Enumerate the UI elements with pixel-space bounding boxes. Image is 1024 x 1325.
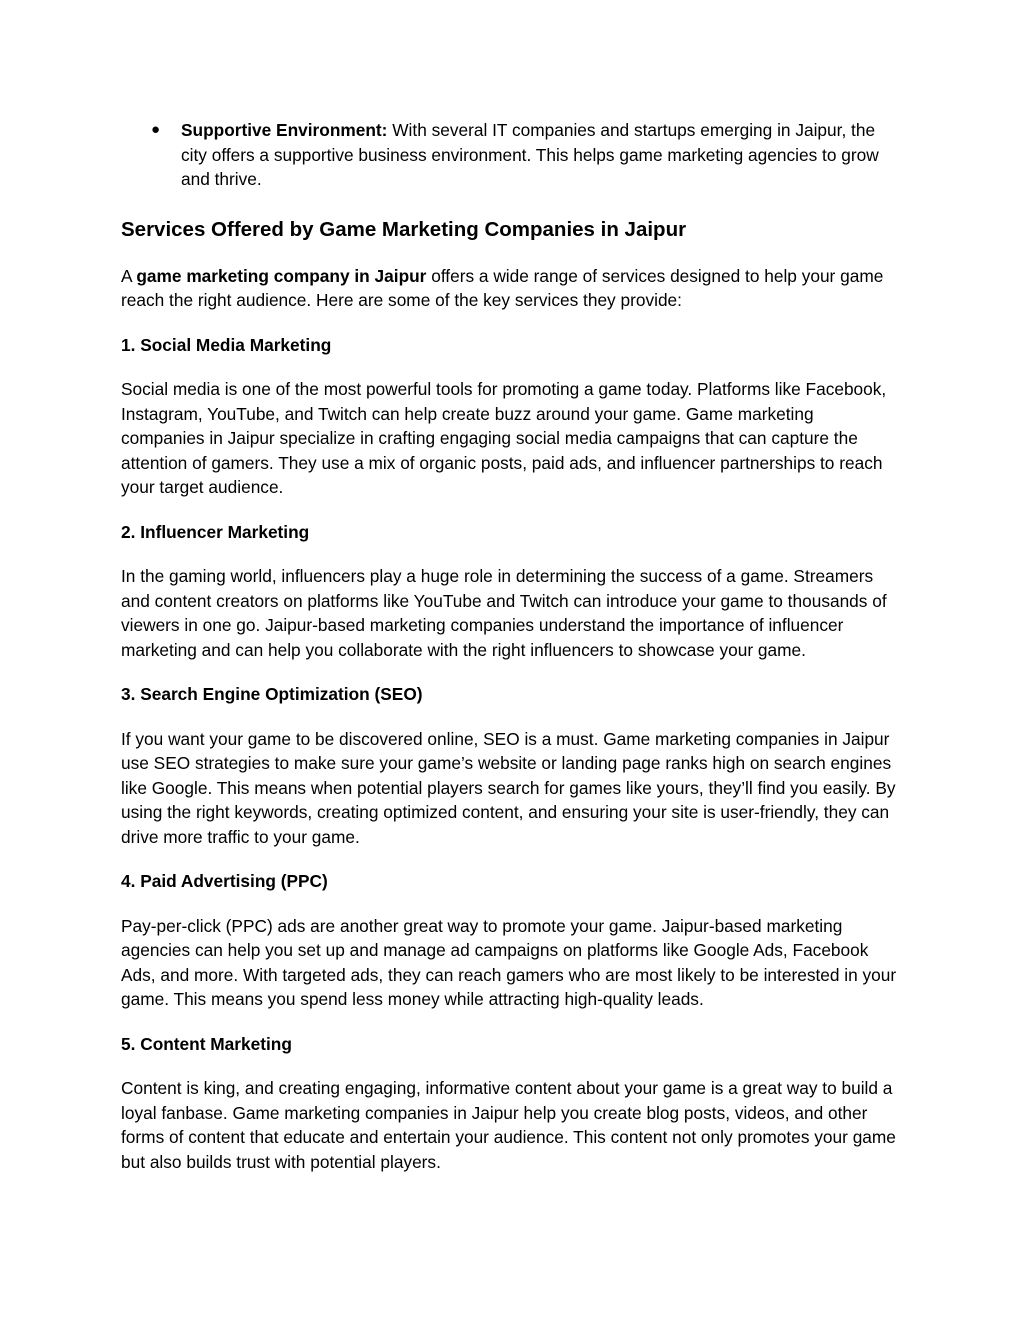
section-intro <box>121 264 901 313</box>
service-body-seo: If you want your game to be discovered online, SEO is a must. Game marketing companies in Jaipur use SEO strategies to make sure your game’s website or landing page ranks high on search engines like Google. This means when potential players search for games like yours, they’ll find you easily. By using the right keywords, creating optimized content, and ensuring your site is user-friendly, they can drive more traffic to your game. <box>121 728 896 847</box>
bullet-item-supportive-environment <box>121 118 901 192</box>
service-body-ppc: Pay-per-click (PPC) ads are another great way to promote your game. Jaipur-based marketing agencies can help you set up and manage ad campaigns on platforms like Google Ads, Facebook Ads, and more. With targeted ads, they can reach gamers who are most likely to be interested in your game. This means you spend less money while attracting high-quality leads. <box>121 915 897 1009</box>
intro-bold: game marketing company in Jaipur <box>136 265 427 286</box>
bullet-dot-icon: ● <box>151 121 161 138</box>
service-heading-content: 5. Content Marketing <box>121 1033 292 1054</box>
bullet-text: With several IT companies and startups emerging in Jaipur, the city offers a supportive business environment. This helps game marketing agencies to grow and thrive. <box>181 120 879 189</box>
bullet-list <box>121 118 901 192</box>
service-heading-seo: 3. Search Engine Optimization (SEO) <box>121 684 423 704</box>
service-heading-influencer: 2. Influencer Marketing <box>121 521 310 542</box>
service-body-influencer: In the gaming world, influencers play a huge role in determining the success of a game. Streamers and content creators on platforms like YouTube and Twitch can introduce your game to thousands of viewers in one go. Jaipur-based marketing companies understand the importance of influencer marketing and can help you collaborate with the right influencers to showcase your game. <box>121 566 887 660</box>
intro-pre: A <box>121 265 137 286</box>
service-body-social-media: Social media is one of the most powerful tools for promoting a game today. Platforms like Facebook, Instagram, YouTube, and Twitch can help create buzz around your game. Game marketing companies in Jaipur specialize in crafting engaging social media campaigns that can capture the attention of gamers. They use a mix of organic posts, paid ads, and influencer partnerships to reach your target audience. <box>121 379 887 497</box>
document-page <box>121 118 901 1174</box>
bullet-bold-label: Supportive Environment: <box>181 120 388 140</box>
section-heading: Services Offered by Game Marketing Companies in Jaipur <box>121 217 687 241</box>
service-heading-social-media: 1. Social Media Marketing <box>121 334 332 355</box>
service-body-content: Content is king, and creating engaging, informative content about your game is a great way to build a loyal fanbase. Game marketing companies in Jaipur help you create blog posts, videos, and other forms of content that educate and entertain your audience. This content not only promotes your game but also builds trust with potential players. <box>121 1078 896 1172</box>
service-heading-ppc: 4. Paid Advertising (PPC) <box>121 871 328 891</box>
intro-post: offers a wide range of services designed to help your game reach the right audience. Here are some of the key services they provide: <box>121 265 884 310</box>
